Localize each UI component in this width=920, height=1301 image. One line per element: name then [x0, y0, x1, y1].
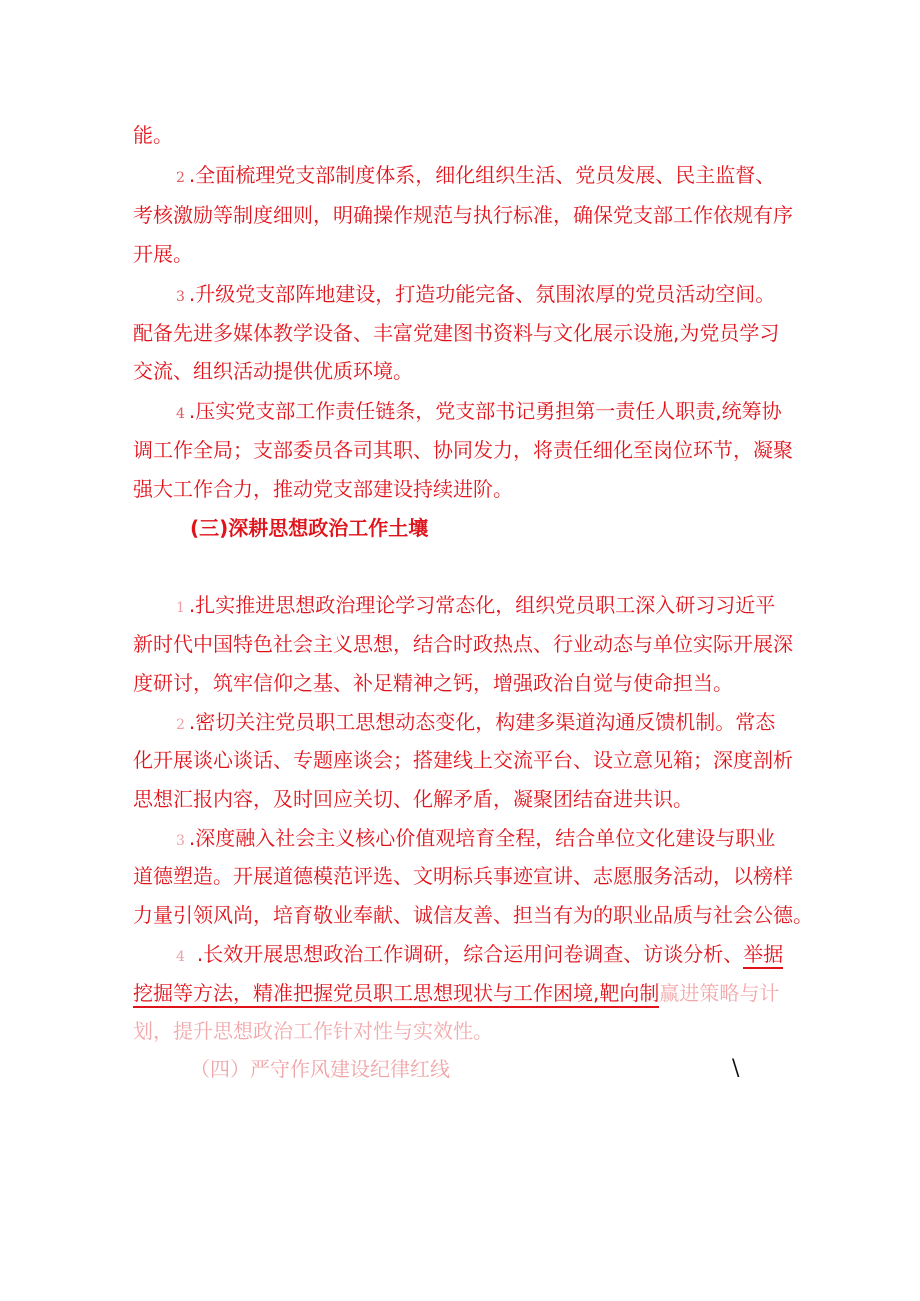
paragraph-3-line-2: 配备先进多媒体教学设备、丰富党建图书资料与文化展示设施,为党员学习: [133, 321, 780, 345]
text: .全面梳理党支部制度体系，细化组织生活、党员发展、民主监督、: [188, 163, 776, 187]
section-3-item-4-line-3: 划，提升思想政治工作针对性与实效性。: [133, 1019, 493, 1043]
paragraph-2-line-1: [176, 162, 793, 191]
stray-mark: \: [732, 1056, 740, 1081]
text: .密切关注党员职工思想动态变化，构建多渠道沟通反馈机制。常态: [188, 710, 776, 734]
section-3-item-1-line-3: 度研讨，筑牢信仰之基、补足精神之钙，增强政治自觉与使命担当。: [133, 671, 733, 695]
text: .扎实推进思想政治理论学习常态化，组织党员职工深入研习习近平: [188, 593, 776, 617]
underlined-text: 举据: [743, 942, 783, 969]
item-number: 3: [176, 289, 185, 305]
section-3-item-2-line-2: 化开展谈心谈话、专题座谈会；搭建线上交流平台、设立意见箱；深度剖析: [133, 748, 793, 772]
paragraph-4-line-1: [176, 398, 793, 427]
item-number: 2: [176, 170, 185, 186]
paragraph-4-line-3: 强大工作合力，推动党支部建设持续进阶。: [133, 477, 513, 501]
underlined-text: 挖掘等方法，精准把握党员职工思想现状与工作困境,靶向制: [133, 981, 659, 1008]
item-number: 4: [176, 406, 185, 422]
section-3-item-3-line-2: 道德塑造。开展道德模范评选、文明标兵事迹宣讲、志愿服务活动，以榜样: [133, 864, 793, 888]
section-3-item-3-line-3: 力量引领风尚，培育敬业奉献、诚信友善、担当有为的职业品质与社会公德。: [133, 903, 813, 927]
text: .长效开展思想政治工作调研，综合运用问卷调查、访谈分析、: [196, 942, 744, 966]
section-4-heading: （四）严守作风建设纪律红线: [190, 1057, 450, 1081]
text: .压实党支部工作责任链条，党支部书记勇担第一责任人职责,统筹协: [188, 399, 782, 423]
item-number: 3: [176, 833, 185, 849]
item-number: 2: [176, 717, 185, 733]
section-3-item-1-line-1: [176, 592, 793, 621]
paragraph-2-line-2: 考核激励等制度细则，明确操作规范与执行标准，确保党支部工作依规有序: [133, 203, 793, 227]
faded-text: 赢进策略与计: [659, 981, 780, 1005]
section-3-item-2-line-3: 思想汇报内容，及时回应关切、化解矛盾，凝聚团结奋进共识。: [133, 787, 693, 811]
item-number: 4: [176, 949, 185, 965]
text: .升级党支部阵地建设，打造功能完备、氛围浓厚的党员活动空间。: [188, 282, 776, 306]
section-3-heading: (三)深耕思想政治工作土壤: [190, 516, 429, 540]
section-3-item-4-line-1: [176, 941, 793, 970]
item-number: 1: [176, 600, 185, 616]
paragraph-3-line-1: [176, 281, 793, 310]
text: .深度融入社会主义核心价值观培育全程，结合单位文化建设与职业: [188, 826, 776, 850]
section-3-item-4-line-2: [133, 980, 793, 1006]
section-3-item-1-line-2: 新时代中国特色社会主义思想，结合时政热点、行业动态与单位实际开展深: [133, 632, 793, 656]
section-3-item-3-line-1: [176, 825, 793, 854]
paragraph-4-line-2: 调工作全局；支部委员各司其职、协同发力，将责任细化至岗位环节，凝聚: [133, 438, 793, 462]
paragraph-2-line-3: 开展。: [133, 242, 193, 266]
text-line: 能。: [133, 123, 173, 147]
section-3-item-2-line-1: [176, 709, 793, 738]
paragraph-3-line-3: 交流、组织活动提供优质环境。: [133, 359, 413, 383]
